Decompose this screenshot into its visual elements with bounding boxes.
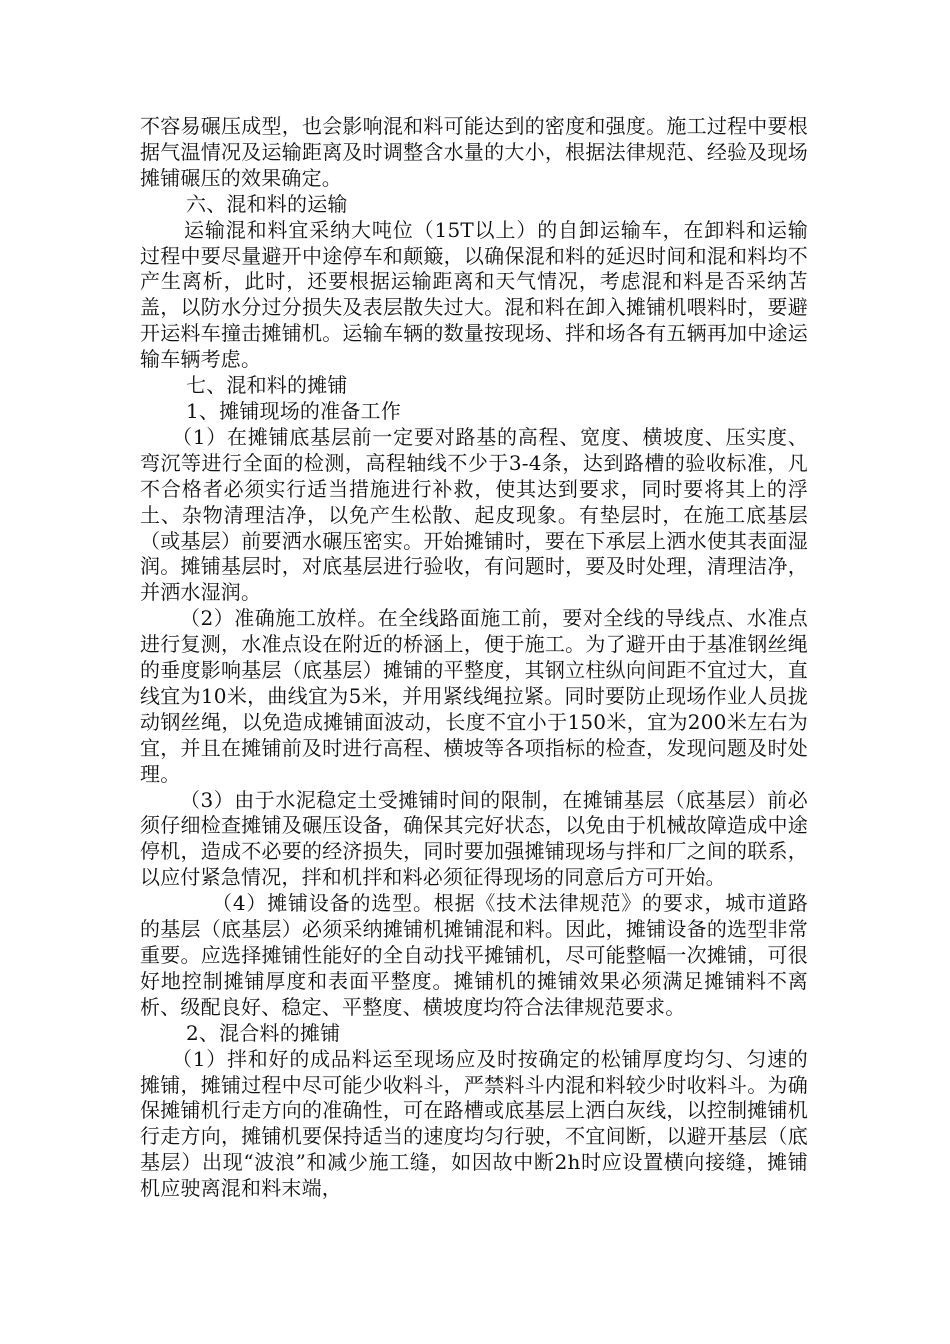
subsection-heading-site-preparation: 1、摊铺现场的准备工作 [186, 398, 401, 423]
paragraph-item-1: （1）在摊铺底基层前一定要对路基的高程、宽度、横坡度、压实度、弯沉等进行全面的检测，高程轴线不少于3-4条，达到路槽的验收标准，凡不合格者必须实行适当措施进行补救，使其达到要求，同时要将其上的浮土、杂物清理洁净，以免产生松散、起皮现象。有垫层时，在施工底基层（或基层）前要洒水碾压密实。开始摊铺时，要在下承层上洒水使其表面湿润。摊铺基层时，对底基层进行验收，有问题时，要及时处理，清理洁净，并洒水湿润。 [140, 424, 808, 605]
section-heading-transport: 六、混和料的运输 [186, 191, 348, 216]
paragraph-transport: 运输混和料宜采纳大吨位（15T以上）的自卸运输车，在卸料和运输过程中要尽量避开中途停车和颠簸，以确保混和料的延迟时间和混和料均不产生离析，此时，还要根据运输距离和天气情况，考虑混和料是否采纳苫盖，以防水分过分损失及表层散失过大。混和料在卸入摊铺机喂料时，要避开运料车撞击摊铺机。运输车辆的数量按现场、拌和场各有五辆再加中途运输车辆考虑。 [140, 217, 808, 372]
paragraph-item-2: （2）准确施工放样。在全线路面施工前，要对全线的导线点、水准点进行复测，水准点设在附近的桥涵上，便于施工。为了避开由于基准钢丝绳的垂度影响基层（底基层）摊铺的平整度，其钢立柱纵向间距不宜过大，直线宜为10米，曲线宜为5米，并用紧线绳拉紧。同时要防止现场作业人员拢动钢丝绳，以免造成摊铺面波动，长度不宜小于150米，宜为200米左右为宜，并且在摊铺前及时进行高程、横坡等各项指标的检查，发现问题及时处理。 [140, 606, 808, 786]
paragraph-mixture-item-1: （1）拌和好的成品料运至现场应及时按确定的松铺厚度均匀、匀速的摊铺，摊铺过程中尽可能少收料斗，严禁料斗内混和料较少时收料斗。为确保摊铺机行走方向的准确性，可在路槽或底基层上洒白灰线，以控制摊铺机行走方向，摊铺机要保持适当的速度均匀行驶，不宜间断，以避开基层（底基层）出现“波浪”和减少施工缝，如因故中断2h时应设置横向接缝，摊铺机应驶离混和料末端， [140, 1046, 808, 1201]
document-body [140, 114, 808, 1202]
paragraph-item-4: （4）摊铺设备的选型。根据《技术法律规范》的要求，城市道路的基层（底基层）必须采纳摊铺机摊铺混和料。因此，摊铺设备的选型非常重要。应选择摊铺性能好的全自动找平摊铺机，尽可能整幅一次摊铺，可很好地控制摊铺厚度和表面平整度。摊铺机的摊铺效果必须满足摊铺料不离析、级配良好、稳定、平整度、横坡度均符合法律规范要求。 [140, 891, 808, 1019]
paragraph-continuation: 不容易碾压成型，也会影响混和料可能达到的密度和强度。施工过程中要根据气温情况及运输距离及时调整含水量的大小，根据法律规范、经验及现场摊铺碾压的效果确定。 [140, 114, 808, 190]
subsection-heading-mixture-paving: 2、混合料的摊铺 [186, 1020, 341, 1045]
paragraph-item-3: （3）由于水泥稳定土受摊铺时间的限制，在摊铺基层（底基层）前必须仔细检查摊铺及碾压设备，确保其完好状态，以免由于机械故障造成中途停机，造成不必要的经济损失，同时要加强摊铺现场与拌和厂之间的联系，以应付紧急情况，拌和机拌和料必须征得现场的同意后方可开始。 [140, 787, 808, 890]
section-heading-paving: 七、混和料的摊铺 [186, 373, 348, 398]
